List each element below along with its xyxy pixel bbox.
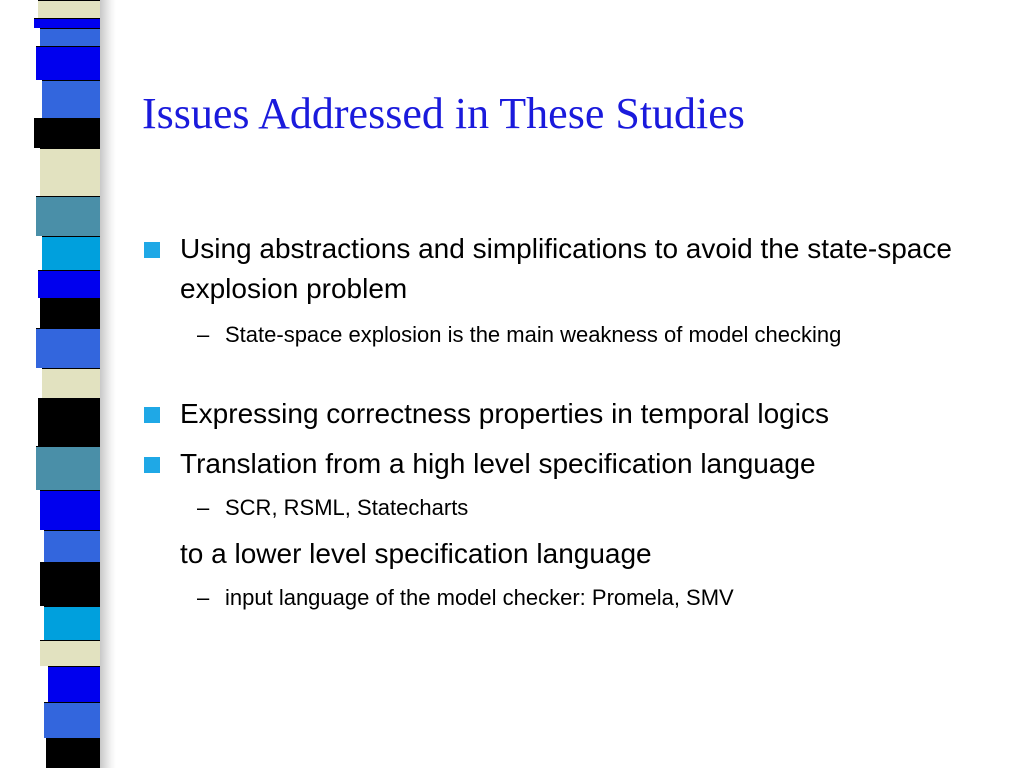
dash-bullet-icon: –	[197, 322, 210, 347]
bullet-item: Translation from a high level specification language	[180, 448, 816, 479]
continuation-item: to a lower level specification language	[180, 538, 652, 569]
dash-bullet-icon: –	[197, 585, 210, 610]
square-bullet-icon	[144, 457, 160, 473]
bullet-item: Expressing correctness properties in temporal logics	[180, 398, 829, 429]
slide-title: Issues Addressed in These Studies	[142, 89, 745, 138]
sub-bullet-item: State-space explosion is the main weakness of model checking	[225, 322, 842, 347]
square-bullet-icon	[144, 407, 160, 423]
sub-bullet-item: input language of the model checker: Promela, SMV	[225, 585, 734, 610]
square-bullet-icon	[144, 242, 160, 258]
dash-bullet-icon: –	[197, 495, 210, 520]
bullet-item: Using abstractions and simplifications to avoid the state-space explosion problem	[180, 233, 952, 304]
sub-bullet-item: SCR, RSML, Statecharts	[225, 495, 469, 520]
